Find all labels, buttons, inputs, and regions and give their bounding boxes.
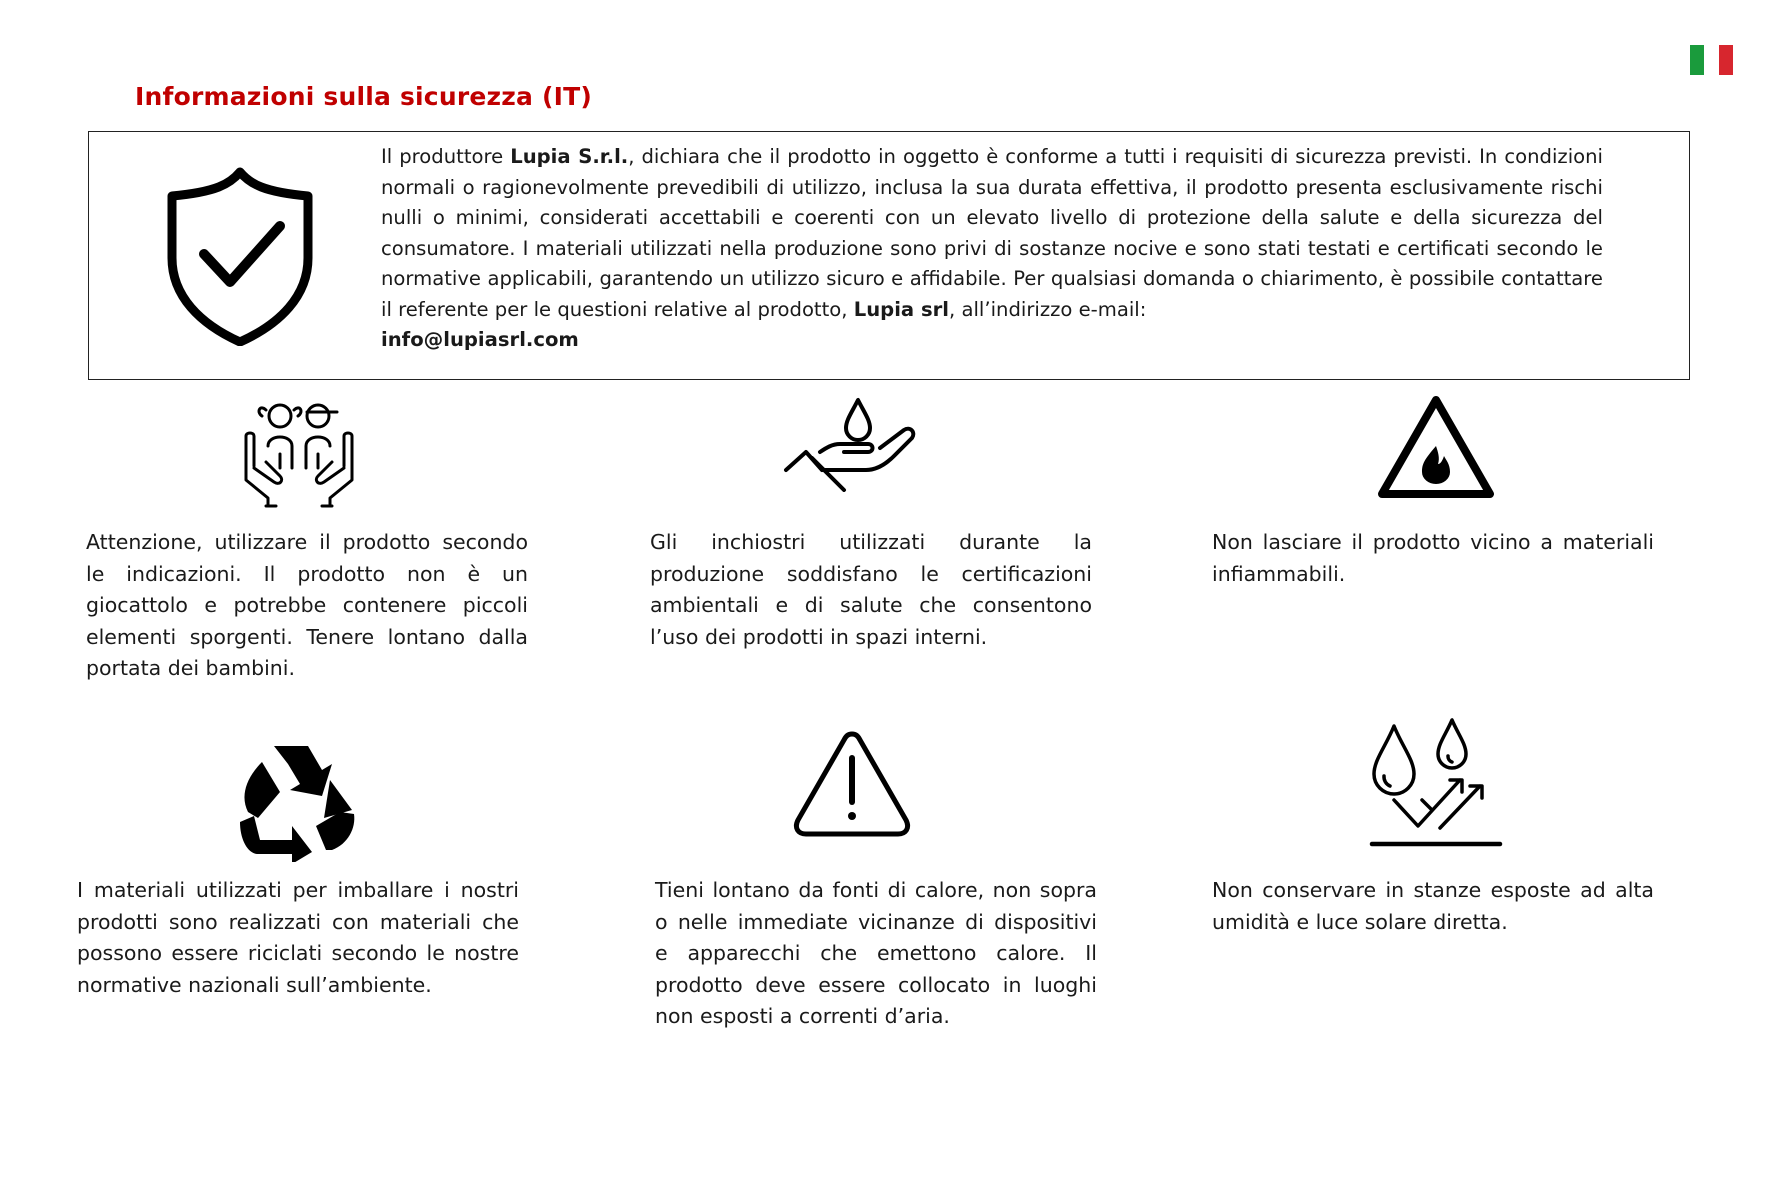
notice-humidity-text: Non conservare in stanze esposte ad alta umidità e luce solare diretta. <box>1212 878 1654 934</box>
declaration-text-part: , all’indirizzo e-mail: <box>949 297 1147 321</box>
notice-children-text: Attenzione, utilizzare il prodotto secondo le indicazioni. Il prodotto non è un giocattolo e potrebbe contenere piccoli elementi sporgenti. Tenere lontano dalla portata dei bambini. <box>86 530 528 680</box>
declaration-text-part: Il produttore <box>381 145 511 168</box>
children-hands-icon <box>238 396 360 508</box>
notice-recycle-text: I materiali utilizzati per imballare i nostri prodotti sono realizzati con materiali che possono essere riciclati secondo le nostre normative nazionali sull’ambiente. <box>77 878 519 997</box>
page-title: Informazioni sulla sicurezza (IT) <box>135 82 592 111</box>
humidity-icon <box>1368 716 1504 852</box>
declaration-text <box>381 142 1603 356</box>
hand-drop-icon <box>782 396 918 492</box>
manufacturer-name: Lupia S.r.l. <box>510 145 629 168</box>
recycle-icon <box>234 740 360 862</box>
italian-flag-icon <box>1690 45 1733 75</box>
contact-email[interactable]: info@lupiasrl.com <box>381 328 579 351</box>
notice-flammable-text: Non lasciare il prodotto vicino a materiali infiammabili. <box>1212 530 1654 586</box>
declaration-text-part: , dichiara che il prodotto in oggetto è conforme a tutti i requisiti di sicurezza previsti. In condizioni normali o ragionevolmente prevedibili di utilizzo, inclusa la sua durata effettiva, il prodotto presenta esclusivamente rischi nulli o minimi, considerati accettabili e coerenti con un elevato livello di protezione della salute e della sicurezza del consumatore. I materiali utilizzati nella produzione sono privi di sostanze nocive e sono stati testati e certificati secondo le normative applicabili, garantendo un utilizzo sicuro e affidabile. Per qualsiasi domanda o chiarimento, è possibile contattare il referente per le questioni relative al prodotto, <box>381 145 1603 321</box>
notice-heat-text: Tieni lontano da fonti di calore, non sopra o nelle immediate vicinanze di dispositivi e apparecchi che emettono calore. Il prodotto deve essere collocato in luoghi non esposti a correnti d’aria. <box>655 878 1097 1028</box>
warning-icon <box>792 728 912 838</box>
shield-check-icon <box>160 166 320 346</box>
flammable-warning-icon <box>1376 394 1496 500</box>
notice-inks-text: Gli inchiostri utilizzati durante la produzione soddisfano le certificazioni ambientali e di salute che consentono l’uso dei prodotti in spazi interni. <box>650 530 1092 649</box>
contact-name: Lupia srl <box>853 297 950 321</box>
